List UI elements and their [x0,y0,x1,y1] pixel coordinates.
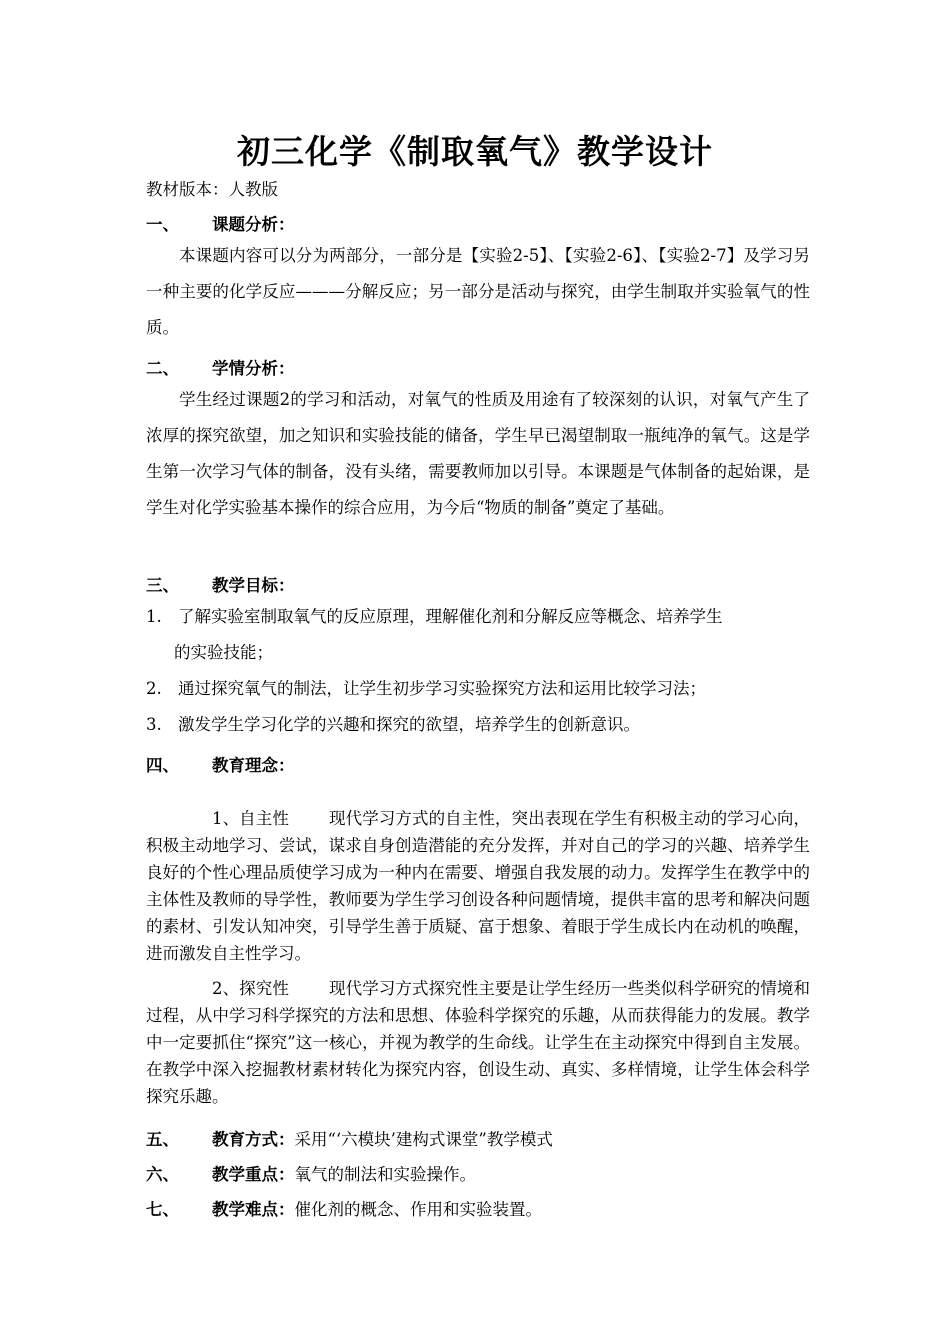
philosophy-paragraph-2 [146,975,810,1110]
section-number: 一、 [146,215,179,234]
section-heading-4 [146,752,295,776]
paragraph-lead: 2、探究性 [212,979,289,998]
section-body-1: 本课题内容可以分为两部分，一部分是【实验2-5】、【实验2-6】、【实验2-7】及学习另一种主要的化学反应———分解反应；另一部分是活动与探究，由学生制取并实验氧气的性质。 [146,246,810,337]
section-number: 四、 [146,756,179,775]
section-label: 学情分析： [212,359,295,378]
section-label: 教学难点： [212,1200,295,1219]
paragraph-lead: 1、自主性 [212,809,289,828]
section-label: 课题分析： [212,215,295,234]
section-body-2: 学生经过课题2的学习和活动，对氧气的性质及用途有了较深刻的认识，对氧气产生了浓厚的探究欲望，加之知识和实验技能的储备，学生早已渴望制取一瓶纯净的氧气。这是学生第一次学习气体的制备，没有头绪，需要教师加以引导。本课题是气体制备的起始课，是学生对化学实验基本操作的综合应用，为今后“物质的制备”奠定了基础。 [146,390,810,517]
list-text: 了解实验室制取氧气的反应原理，理解催化剂和分解反应等概念、培养学生 [178,607,723,626]
list-item [146,599,810,671]
section-heading-1 [146,211,295,235]
list-text: 激发学生学习化学的兴趣和探究的欲望，培养学生的创新意识。 [178,715,640,734]
section-text: 催化剂的概念、作用和实验装置。 [294,1200,542,1219]
edition-line: 教材版本：人教版 [146,180,278,199]
section-label: 教学目标： [212,576,295,595]
section-number: 七、 [146,1200,179,1219]
section-number: 三、 [146,576,179,595]
list-number: 3. [146,715,162,734]
section-heading-2 [146,355,295,379]
list-number: 1. [146,607,162,626]
paragraph-body: 现代学习方式的自主性，突出表现在学生有积极主动的学习心向，积极主动地学习、尝试，谋求自身创造潜能的充分发挥，并对自己的学习的兴趣、培养学生良好的个性心理品质使学习成为一种内在需要、增强自我发展的动力。发挥学生在教学中的主体性及教师的导学性，教师要为学生学习创设各种问题情境，提供丰富的思考和解决问题的素材、引发认知冲突，引导学生善于质疑、富于想象、着眼于学生成长内在动机的唤醒，进而激发自主性学习。 [146,809,811,963]
document-title: 初三化学《制取氧气》教学设计 [237,132,713,171]
list-text-continued: 的实验技能； [174,643,273,662]
section-number: 二、 [146,359,179,378]
paragraph-body: 现代学习方式探究性主要是让学生经历一些类似科学研究的情境和过程，从中学习科学探究的方法和思想、体验科学探究的乐趣，从而获得能力的发展。教学中一定要抓住“探究”这一核心，并视为教学的生命线。让学生在主动探究中得到自主发展。在教学中深入挖掘教材素材转化为探究内容，创设生动、真实、多样情境，让学生体会科学探究乐趣。 [146,979,811,1106]
list-text: 通过探究氧气的制法，让学生初步学习实验探究方法和运用比较学习法； [178,679,706,698]
list-item [146,707,810,743]
section-number: 五、 [146,1130,179,1149]
section-label: 教学重点： [212,1165,295,1184]
section-heading-6 [146,1161,476,1185]
section-label: 教育方式： [212,1130,295,1149]
list-number: 2. [146,679,162,698]
section-label: 教育理念： [212,756,295,775]
section-heading-3 [146,572,295,596]
section-number: 六、 [146,1165,179,1184]
list-item [146,671,810,707]
section-heading-7 [146,1196,542,1220]
section-text: 氧气的制法和实验操作。 [294,1165,476,1184]
philosophy-paragraph-1 [146,805,810,967]
section-text: 采用“‘六模块’建构式课堂”教学模式 [294,1130,553,1149]
section-heading-5 [146,1126,553,1150]
